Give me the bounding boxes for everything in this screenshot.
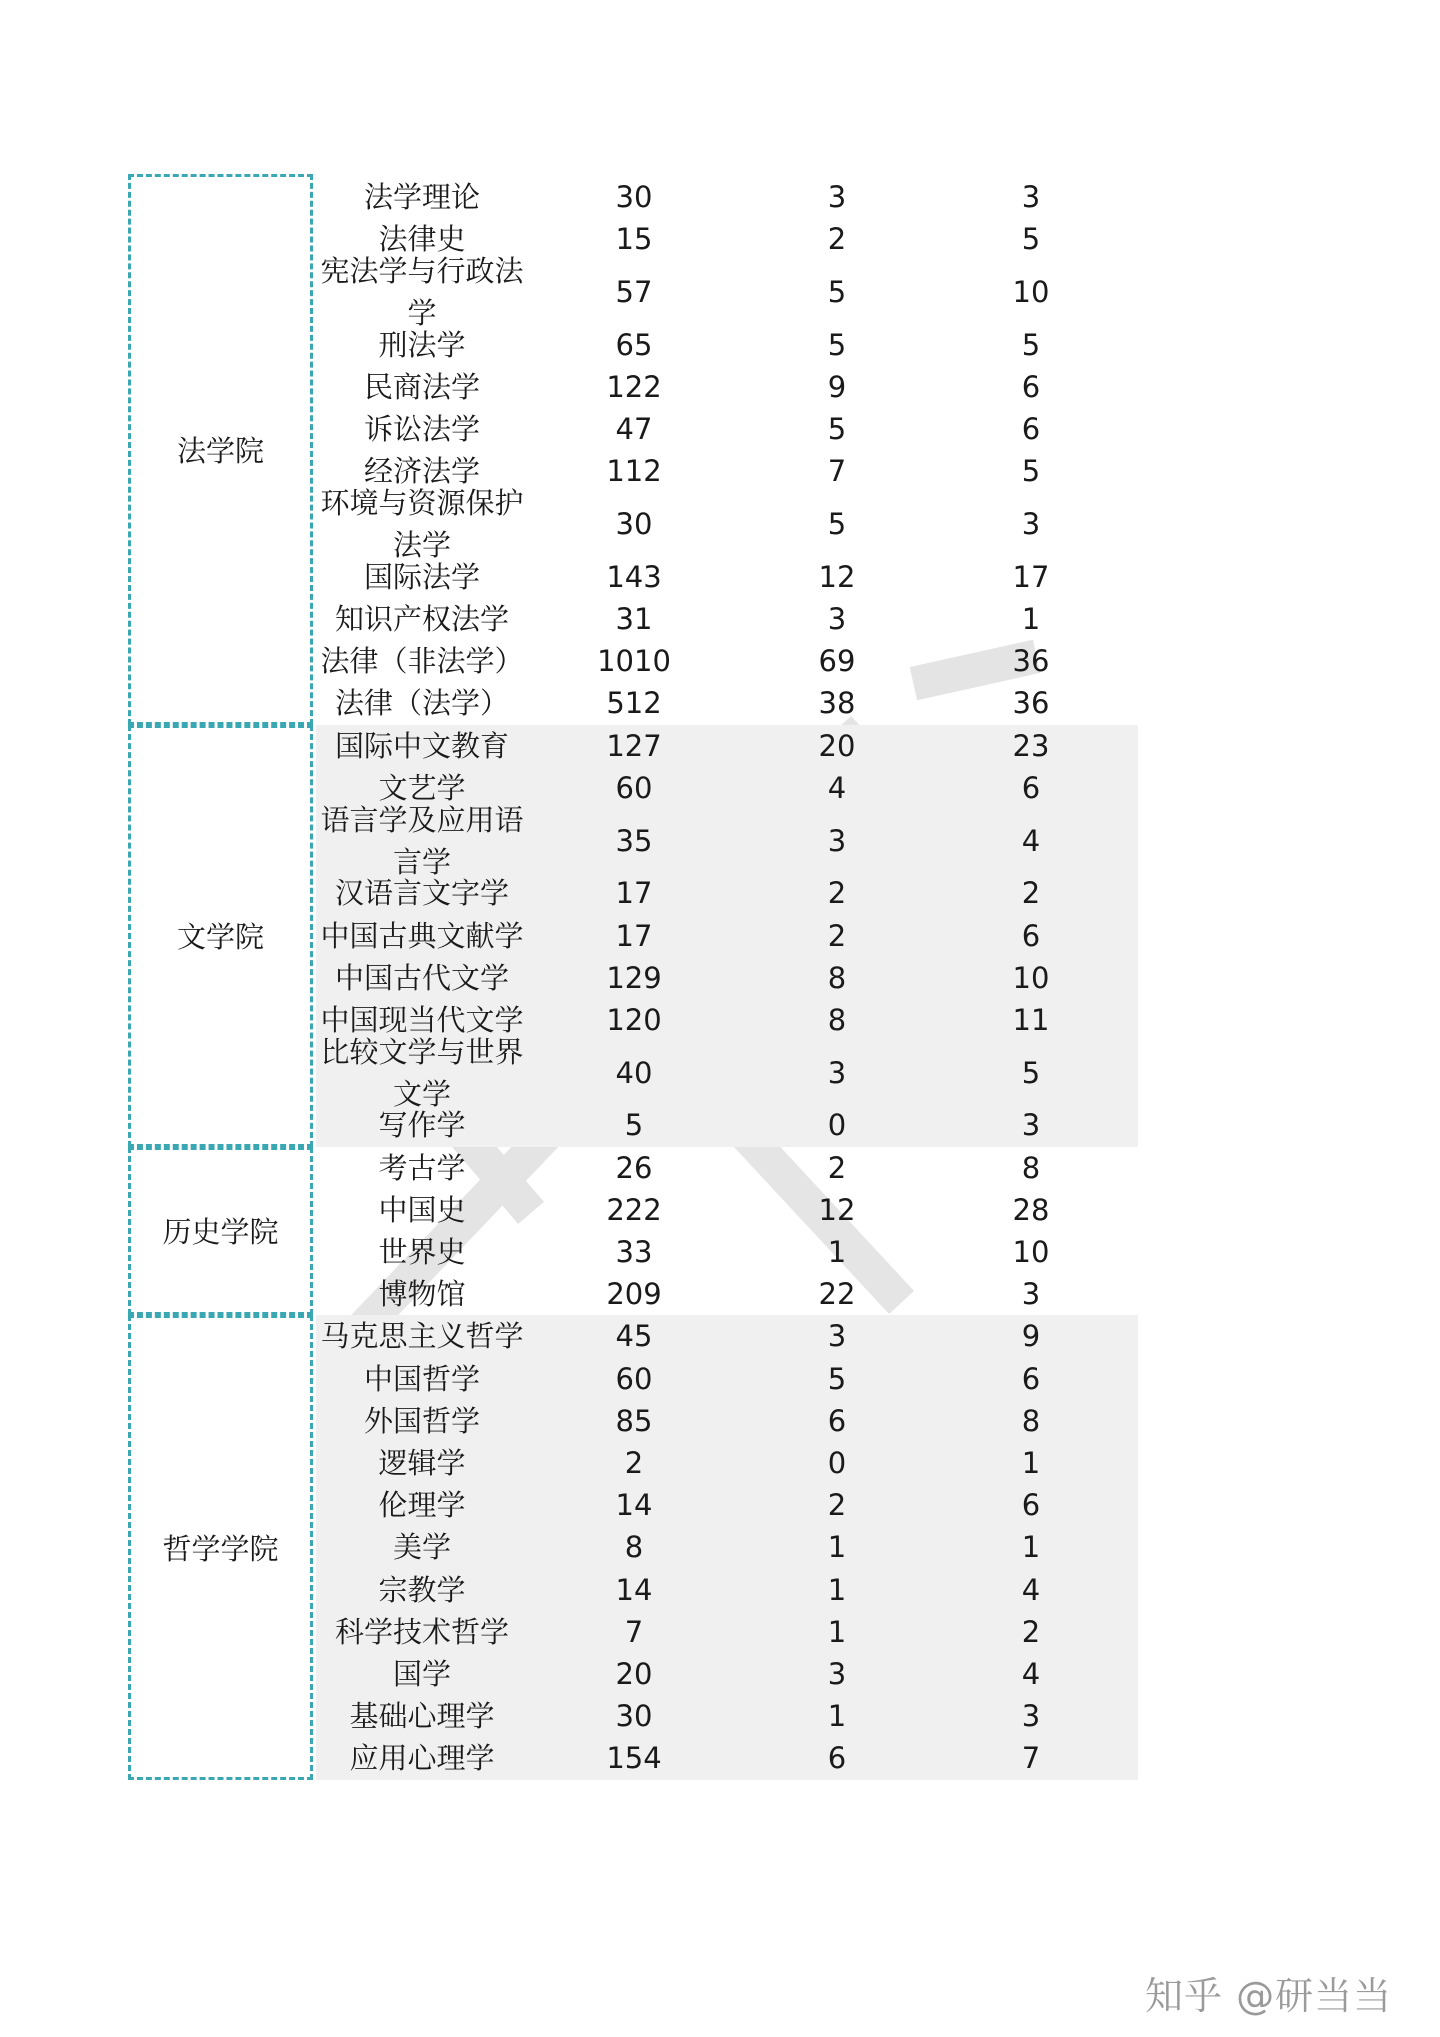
table-row [316,1358,1138,1400]
value-a: 33 [615,1235,653,1270]
table-row [316,1231,1138,1273]
value-c: 3 [1021,1108,1041,1143]
value-a: 47 [615,412,653,447]
major-name: 比较文学与世界文学 [320,1034,524,1111]
value-c: 17 [1012,559,1050,594]
table-row [316,1273,1138,1315]
table-row [316,1189,1138,1231]
value-b: 7 [827,454,847,489]
value-b: 20 [818,728,856,763]
major-name: 宪法学与行政法学 [320,254,524,331]
table-row [316,408,1138,450]
major-name: 中国古典文献学 [320,918,524,953]
value-b: 6 [827,1403,847,1438]
value-a: 15 [615,222,653,257]
major-name: 国际中文教育 [334,728,509,763]
value-a: 65 [615,327,653,362]
table-row [316,324,1138,366]
major-name: 美学 [392,1530,451,1565]
table-row [316,1104,1138,1146]
table-row [316,872,1138,914]
value-c: 36 [1012,644,1050,679]
value-a: 57 [615,275,653,310]
value-c: 4 [1021,1657,1041,1692]
major-name: 法律（非法学） [320,644,524,679]
value-b: 3 [827,823,847,858]
table-row [316,1611,1138,1653]
value-b: 12 [818,559,856,594]
table-row [316,725,1138,767]
major-name: 知识产权法学 [334,602,509,637]
value-a: 85 [615,1403,653,1438]
table-row [316,1315,1138,1357]
value-c: 11 [1012,1002,1050,1037]
value-c: 5 [1021,222,1041,257]
value-a: 14 [615,1572,653,1607]
table-row [316,176,1138,218]
value-b: 5 [827,327,847,362]
major-name: 法律（法学） [334,686,509,721]
value-c: 6 [1021,369,1041,404]
value-a: 143 [606,559,662,594]
major-name: 国学 [392,1657,451,1692]
major-name: 民商法学 [363,369,480,404]
value-c: 3 [1021,180,1041,215]
major-name: 中国史 [378,1192,466,1227]
major-name: 刑法学 [378,327,466,362]
value-c: 28 [1012,1192,1050,1227]
value-b: 3 [827,602,847,637]
value-c: 7 [1021,1741,1041,1776]
value-c: 8 [1021,1150,1041,1185]
table-row [316,640,1138,682]
table-row [316,1147,1138,1189]
value-a: 60 [615,770,653,805]
table-row [316,802,1138,879]
value-a: 154 [606,1741,662,1776]
value-b: 38 [818,686,856,721]
value-a: 20 [615,1657,653,1692]
table-row [316,1034,1138,1111]
value-c: 4 [1021,823,1041,858]
value-a: 17 [615,918,653,953]
major-name: 文艺学 [378,770,466,805]
value-c: 6 [1021,918,1041,953]
value-a: 26 [615,1150,653,1185]
major-name: 国际法学 [363,559,480,594]
value-a: 31 [615,602,653,637]
college-name: 法学院 [128,174,313,725]
table-row [316,1400,1138,1442]
value-c: 6 [1021,770,1041,805]
major-name: 法学理论 [363,180,480,215]
value-a: 30 [615,507,653,542]
value-a: 209 [606,1277,662,1312]
major-name: 逻辑学 [378,1446,466,1481]
table-row [316,1526,1138,1568]
value-a: 127 [606,728,662,763]
major-name: 法律史 [378,222,466,257]
value-b: 0 [827,1446,847,1481]
value-c: 1 [1021,1446,1041,1481]
value-b: 1 [827,1614,847,1649]
value-c: 1 [1021,1530,1041,1565]
value-c: 1 [1021,602,1041,637]
value-b: 3 [827,1055,847,1090]
table-row [316,598,1138,640]
major-name: 马克思主义哲学 [320,1319,524,1354]
major-name: 中国现当代文学 [320,1002,524,1037]
value-b: 1 [827,1699,847,1734]
table-row [316,254,1138,331]
table-row [316,1695,1138,1737]
value-a: 8 [624,1530,644,1565]
value-b: 5 [827,1361,847,1396]
value-a: 512 [606,686,662,721]
table-row [316,486,1138,563]
major-name: 诉讼法学 [363,412,480,447]
footer-brand[interactable]: 知乎 @研当当 [1145,1974,1393,2018]
value-c: 5 [1021,1055,1041,1090]
college-name: 文学院 [128,725,313,1147]
table-row [316,366,1138,408]
major-name: 中国古代文学 [334,960,509,995]
value-c: 8 [1021,1403,1041,1438]
value-b: 8 [827,1002,847,1037]
table-row [316,1569,1138,1611]
value-c: 5 [1021,454,1041,489]
value-c: 4 [1021,1572,1041,1607]
value-b: 8 [827,960,847,995]
value-c: 10 [1012,960,1050,995]
table-row [316,957,1138,999]
value-c: 3 [1021,507,1041,542]
table-row [316,1442,1138,1484]
major-name: 环境与资源保护法学 [320,486,524,563]
value-b: 3 [827,1657,847,1692]
major-name: 伦理学 [378,1488,466,1523]
value-a: 112 [606,454,662,489]
value-b: 2 [827,222,847,257]
value-b: 2 [827,1488,847,1523]
value-a: 7 [624,1614,644,1649]
value-b: 0 [827,1108,847,1143]
major-name: 基础心理学 [349,1699,495,1734]
college-name: 哲学学院 [128,1315,313,1779]
value-b: 1 [827,1235,847,1270]
value-b: 5 [827,507,847,542]
major-name: 应用心理学 [349,1741,495,1776]
value-c: 5 [1021,327,1041,362]
value-c: 6 [1021,1361,1041,1396]
table-row [316,915,1138,957]
major-name: 考古学 [378,1150,466,1185]
major-name: 宗教学 [378,1572,466,1607]
value-a: 222 [606,1192,662,1227]
value-a: 30 [615,1699,653,1734]
value-b: 2 [827,918,847,953]
value-a: 120 [606,1002,662,1037]
table-row [316,682,1138,724]
value-c: 3 [1021,1699,1041,1734]
value-a: 40 [615,1055,653,1090]
value-b: 5 [827,275,847,310]
major-name: 科学技术哲学 [334,1614,509,1649]
table-row [316,1653,1138,1695]
major-name: 世界史 [378,1235,466,1270]
value-b: 2 [827,1150,847,1185]
value-b: 22 [818,1277,856,1312]
value-b: 6 [827,1741,847,1776]
major-name: 经济法学 [363,454,480,489]
value-b: 1 [827,1530,847,1565]
major-name: 语言学及应用语言学 [320,802,524,879]
value-a: 1010 [597,644,671,679]
table-row [316,556,1138,598]
value-a: 2 [624,1446,644,1481]
value-a: 5 [624,1108,644,1143]
value-b: 2 [827,876,847,911]
value-c: 9 [1021,1319,1041,1354]
value-c: 3 [1021,1277,1041,1312]
table-row [316,1737,1138,1779]
major-name: 汉语言文字学 [334,876,509,911]
value-c: 6 [1021,412,1041,447]
value-a: 17 [615,876,653,911]
value-c: 6 [1021,1488,1041,1523]
value-b: 3 [827,180,847,215]
major-name: 写作学 [378,1108,466,1143]
value-c: 10 [1012,275,1050,310]
value-a: 45 [615,1319,653,1354]
value-c: 10 [1012,1235,1050,1270]
value-b: 5 [827,412,847,447]
value-a: 35 [615,823,653,858]
value-b: 69 [818,644,856,679]
value-a: 14 [615,1488,653,1523]
major-name: 博物馆 [378,1277,466,1312]
value-b: 9 [827,369,847,404]
major-name: 外国哲学 [363,1403,480,1438]
table-row [316,1484,1138,1526]
value-b: 1 [827,1572,847,1607]
value-a: 129 [606,960,662,995]
value-b: 12 [818,1192,856,1227]
value-c: 23 [1012,728,1050,763]
value-b: 3 [827,1319,847,1354]
value-c: 2 [1021,876,1041,911]
major-name: 中国哲学 [363,1361,480,1396]
value-b: 4 [827,770,847,805]
value-c: 2 [1021,1614,1041,1649]
value-a: 122 [606,369,662,404]
college-name: 历史学院 [128,1147,313,1316]
value-a: 30 [615,180,653,215]
value-c: 36 [1012,686,1050,721]
value-a: 60 [615,1361,653,1396]
